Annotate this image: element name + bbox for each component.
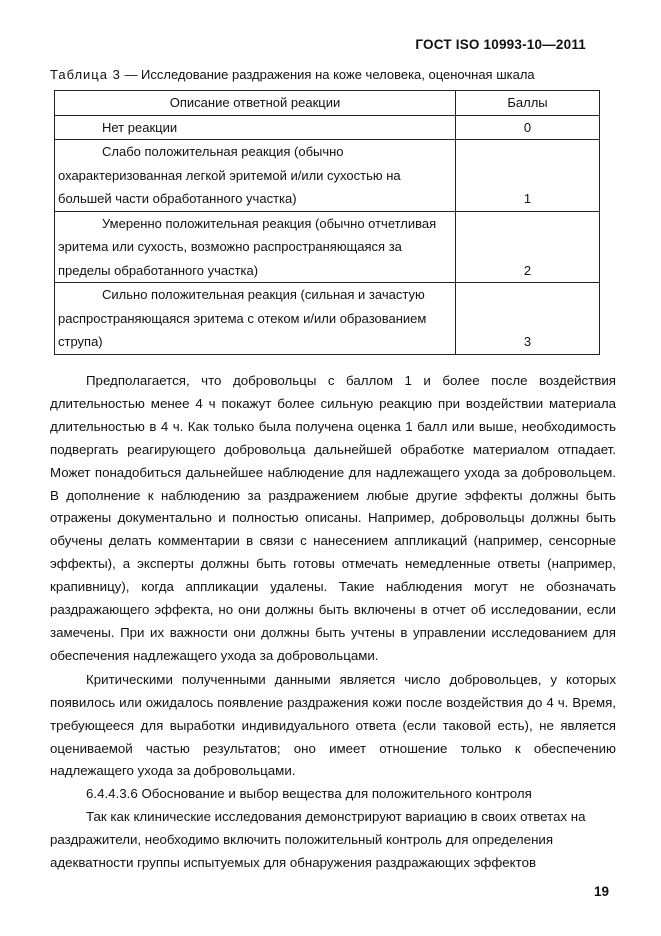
irritation-scale-table (54, 90, 600, 355)
table-row (55, 283, 600, 355)
document-header: ГОСТ ISO 10993-10—2011 (415, 37, 586, 52)
row-description (55, 140, 456, 212)
section-heading: 6.4.4.3.6 Обоснование и выбор вещества для положительного контроля (86, 786, 532, 802)
row-score: 3 (456, 283, 600, 355)
table-row (55, 140, 600, 212)
table-row (55, 115, 600, 140)
row-description-text: Сильно положительная реакция (сильная и зачастую распространяющаяся эритема с отеком и/или образованием струпа) (58, 287, 427, 349)
table-row (55, 211, 600, 283)
table-header-row (55, 91, 600, 116)
paragraph: Предполагается, что добровольцы с баллом 1 и более после воздействия длительностью менее 4 ч покажут более сильную реакцию при воздействии материала длительностью в 4 ч. Как только была получена оценка 1 балл или выше, необходимость подвергать реагирующего добровольца дальнейшей обработке материалом отпадает. Может понадобиться дальнейшее наблюдение для надлежащего ухода за добровольцем. В дополнение к наблюдению за раздражением любые другие эффекты должны быть отражены документально и полностью описаны. Например, добровольцы должны быть обучены делать комментарии в связи с нанесением аппликаций (например, сенсорные эффекты), а эксперты должны быть готовы отмечать немедленные ответы (например, крапивницу), когда аппликации удалены. Такие наблюдения могут не обозначать раздражающего эффекта, но они должны быть включены в отчет об исследовании, если замечены. При их важности они должны быть учтены в управлении исследованием для обеспечения надлежащего ухода за добровольцами. (50, 373, 616, 663)
paragraph: Так как клинические исследования демонстрируют вариацию в своих ответах на раздражители, необходимо включить положительный контроль для определения адекватности группы испытуемых для обнаружения раздражающих эффектов (50, 809, 586, 871)
row-description-text: Слабо положительная реакция (обычно охарактеризованная легкой эритемой и/или сухостью на большей части обработанного участка) (58, 144, 401, 206)
row-score: 0 (456, 115, 600, 140)
table-caption (50, 67, 535, 82)
row-description-text: Умеренно положительная реакция (обычно отчетливая эритема или сухость, возможно распространяющаяся за пределы обработанного участка) (58, 215, 437, 278)
row-description (55, 115, 456, 140)
row-description (55, 211, 456, 283)
column-header-description: Описание ответной реакции (55, 91, 456, 116)
column-header-score: Баллы (456, 91, 600, 116)
row-score: 1 (456, 140, 600, 212)
row-score: 2 (456, 211, 600, 283)
row-description (55, 283, 456, 355)
table-caption-label: Таблица 3 (50, 67, 121, 82)
table-caption-text: — Исследование раздражения на коже человека, оценочная шкала (120, 67, 535, 82)
page-number: 19 (593, 884, 609, 899)
body-text (50, 370, 616, 875)
row-description-text: Нет реакции (102, 119, 178, 135)
paragraph: Критическими полученными данными является число добровольцев, у которых появилось или ожидалось появление раздражения кожи после воздействия до 4 ч. Время, требующееся для выработки индивидуального ответа (если таковой есть), не является оцениваемой частью результатов; оно имеет отношение только к обеспечению надлежащего ухода за добровольцами. (50, 671, 616, 779)
